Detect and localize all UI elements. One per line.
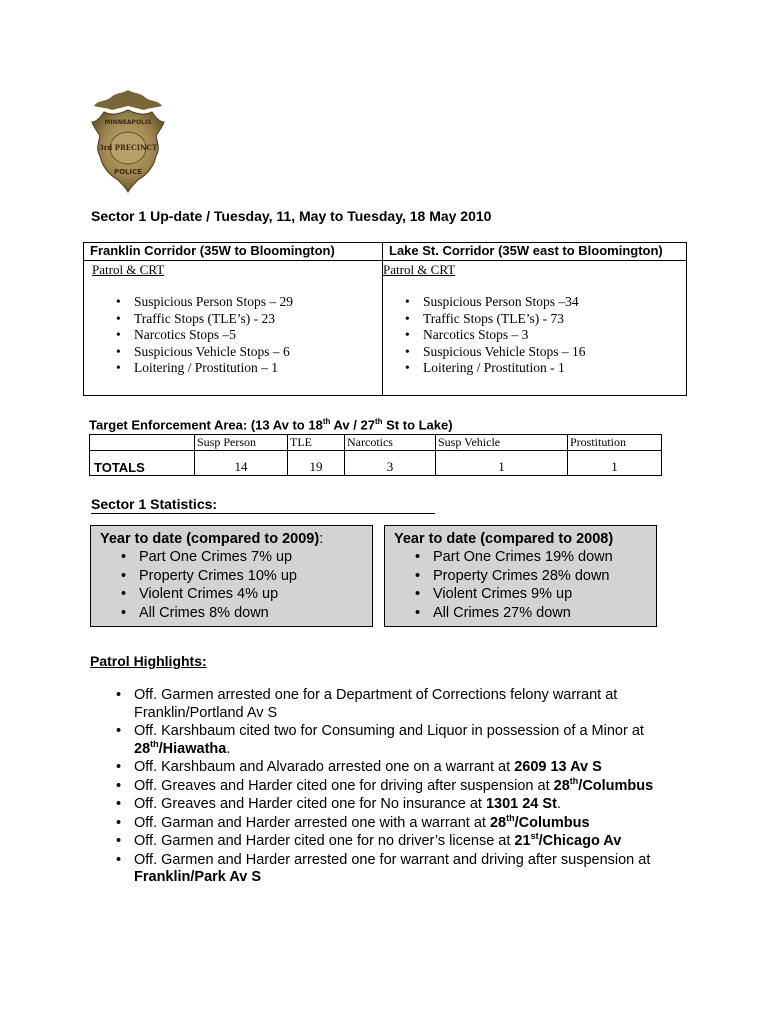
table-header-empty xyxy=(90,435,195,451)
table-header: Susp Vehicle xyxy=(436,435,568,451)
list-item: • Off. Greaves and Harder cited one for No insurance at 1301 24 St. xyxy=(116,796,696,814)
totals-label: TOTALS xyxy=(90,451,195,476)
list-item: • All Crimes 8% down xyxy=(121,604,372,623)
list-item: • Suspicious Person Stops – 29 xyxy=(116,294,382,311)
list-item: • Part One Crimes 19% down xyxy=(415,548,656,567)
list-item: • Violent Crimes 9% up xyxy=(415,585,656,604)
statistics-heading: Sector 1 Statistics: xyxy=(91,496,435,514)
stats-box-2009 xyxy=(90,525,373,627)
table-header: Prostitution xyxy=(568,435,662,451)
list-item: • Off. Karshbaum and Alvarado arrested one on a warrant at 2609 13 Av S xyxy=(116,759,696,777)
list-item: • Off. Karshbaum cited two for Consuming and Liquor in possession of a Minor at 28th/Hiawatha. xyxy=(116,723,696,758)
list-item: • Suspicious Person Stops –34 xyxy=(405,294,686,311)
corridor-list-franklin xyxy=(116,294,382,377)
corridor-sub-franklin: Patrol & CRT xyxy=(92,262,165,277)
police-badge-logo xyxy=(88,88,168,194)
table-cell: 3 xyxy=(345,451,436,476)
stats-box-title: Year to date (compared to 2008) xyxy=(394,531,614,547)
corridor-list-lake xyxy=(405,294,686,377)
table-cell: 19 xyxy=(288,451,345,476)
stats-box-title: Year to date (compared to 2009): xyxy=(100,531,324,547)
list-item: • Narcotics Stops –5 xyxy=(116,327,382,344)
badge-text-top: MINNEAPOLIS xyxy=(104,119,152,126)
patrol-heading: Patrol Highlights: xyxy=(90,653,207,669)
list-item: • Suspicious Vehicle Stops – 16 xyxy=(405,344,686,361)
list-item: • Part One Crimes 7% up xyxy=(121,548,372,567)
stats-list xyxy=(415,548,656,622)
table-header: TLE xyxy=(288,435,345,451)
list-item: • Violent Crimes 4% up xyxy=(121,585,372,604)
page-title: Sector 1 Up-date / Tuesday, 11, May to Tuesday, 18 May 2010 xyxy=(91,208,492,224)
list-item: • Narcotics Stops – 3 xyxy=(405,327,686,344)
corridor-cell-lake xyxy=(383,261,687,396)
table-cell: 1 xyxy=(436,451,568,476)
list-item: • Off. Garmen and Harder arrested one for warrant and driving after suspension at Franklin/Park Av S xyxy=(116,852,696,887)
corridor-table xyxy=(83,242,687,396)
table-header: Susp Person xyxy=(195,435,288,451)
target-area-title: Target Enforcement Area: (13 Av to 18th Av / 27th St to Lake) xyxy=(89,417,453,433)
corridor-sub-lake: Patrol & CRT xyxy=(383,262,456,277)
corridor-header-lake: Lake St. Corridor (35W east to Bloomington) xyxy=(383,243,687,261)
table-cell: 14 xyxy=(195,451,288,476)
list-item: • Suspicious Vehicle Stops – 6 xyxy=(116,344,382,361)
list-item: • Off. Garmen arrested one for a Department of Corrections felony warrant at Franklin/Portland Av S xyxy=(116,687,696,722)
badge-text-mid: 3rd PRECINCT xyxy=(98,143,158,152)
list-item: • All Crimes 27% down xyxy=(415,604,656,623)
list-item: • Off. Garman and Harder arrested one with a warrant at 28th/Columbus xyxy=(116,815,696,833)
list-item: • Loitering / Prostitution - 1 xyxy=(405,360,686,377)
stats-box-2008 xyxy=(384,525,657,627)
list-item: • Property Crimes 10% up xyxy=(121,567,372,586)
list-item: • Loitering / Prostitution – 1 xyxy=(116,360,382,377)
stats-list xyxy=(121,548,372,622)
list-item: • Property Crimes 28% down xyxy=(415,567,656,586)
table-header: Narcotics xyxy=(345,435,436,451)
patrol-list xyxy=(116,687,696,888)
target-area-table xyxy=(89,434,662,476)
corridor-header-franklin: Franklin Corridor (35W to Bloomington) xyxy=(84,243,383,261)
corridor-cell-franklin xyxy=(84,261,383,396)
table-cell: 1 xyxy=(568,451,662,476)
badge-text-bottom: POLICE xyxy=(113,168,143,176)
list-item: • Off. Garmen and Harder cited one for no driver’s license at 21st/Chicago Av xyxy=(116,833,696,851)
list-item: • Traffic Stops (TLE’s) - 23 xyxy=(116,311,382,328)
list-item: • Off. Greaves and Harder cited one for driving after suspension at 28th/Columbus xyxy=(116,778,696,796)
list-item: • Traffic Stops (TLE’s) - 73 xyxy=(405,311,686,328)
